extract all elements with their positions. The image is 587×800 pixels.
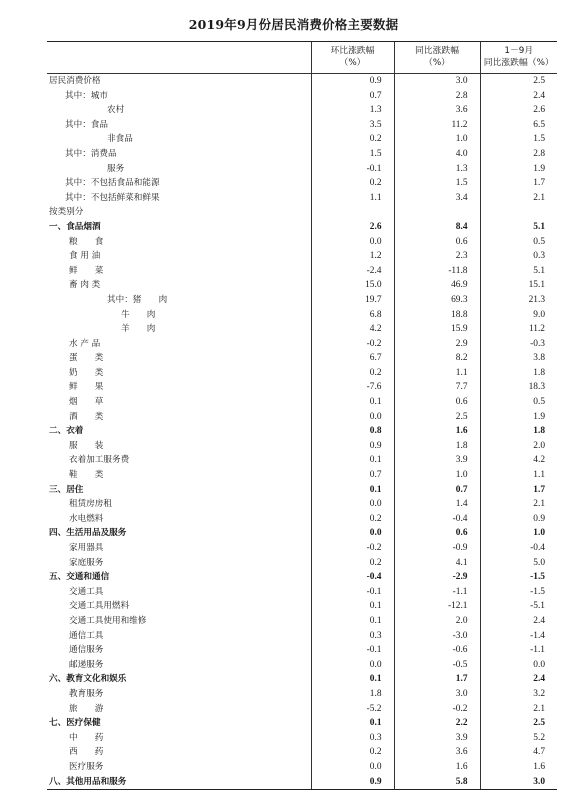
row-mom-value: 4.2 xyxy=(311,322,394,337)
row-label: 服务 xyxy=(107,163,125,174)
row-yoy-value: 18.8 xyxy=(394,308,480,323)
row-ytd-value: 2.1 xyxy=(480,191,557,206)
row-label: 牛 肉 xyxy=(121,309,156,320)
row-mom-value: 0.2 xyxy=(311,512,394,527)
row-label: 鞋 类 xyxy=(69,470,104,481)
row-ytd-value: 5.2 xyxy=(480,731,557,746)
row-ytd-value: 0.5 xyxy=(480,395,557,410)
row-mom-value: 15.0 xyxy=(311,278,394,293)
table-row xyxy=(47,439,557,454)
row-ytd-value: 5.0 xyxy=(480,556,557,571)
row-ytd-value: -1.1 xyxy=(480,643,557,658)
row-yoy-value: 8.2 xyxy=(394,351,480,366)
row-ytd-value: -1.5 xyxy=(480,570,557,585)
row-mom-value: -0.2 xyxy=(311,541,394,556)
header-ytd-yoy-change xyxy=(480,42,557,74)
row-yoy-value xyxy=(394,205,480,220)
row-yoy-value: -0.9 xyxy=(394,541,480,556)
row-label: 五、交通和通信 xyxy=(49,572,110,583)
row-label: 按类别分 xyxy=(49,207,84,218)
row-mom-value: 0.1 xyxy=(311,672,394,687)
row-label: 二、衣着 xyxy=(49,426,84,437)
row-yoy-value: 1.0 xyxy=(394,132,480,147)
row-yoy-value: 2.5 xyxy=(394,410,480,425)
row-mom-value: 0.2 xyxy=(311,556,394,571)
row-yoy-value: 4.1 xyxy=(394,556,480,571)
row-ytd-value: 21.3 xyxy=(480,293,557,308)
row-label: 三、居住 xyxy=(49,484,84,495)
row-label: 中 药 xyxy=(69,732,104,743)
row-mom-value: 1.5 xyxy=(311,147,394,162)
row-ytd-value: 5.1 xyxy=(480,264,557,279)
row-yoy-value: 5.8 xyxy=(394,775,480,790)
row-yoy-value: 0.6 xyxy=(394,235,480,250)
header-ytd-line1: 1－9月 xyxy=(504,46,534,56)
row-yoy-value: -0.2 xyxy=(394,702,480,717)
row-ytd-value: 2.5 xyxy=(480,74,557,89)
row-ytd-value: 4.2 xyxy=(480,453,557,468)
table-row xyxy=(47,585,557,600)
row-mom-value: 0.3 xyxy=(311,731,394,746)
row-yoy-value: 1.8 xyxy=(394,439,480,454)
row-yoy-value: -1.1 xyxy=(394,585,480,600)
row-yoy-value: 1.5 xyxy=(394,176,480,191)
table-row xyxy=(47,337,557,352)
row-ytd-value: 1.9 xyxy=(480,162,557,177)
row-ytd-value: -0.3 xyxy=(480,337,557,352)
row-label: 通信服务 xyxy=(69,645,104,656)
header-yoy-line1: 同比涨跌幅 xyxy=(415,46,459,56)
table-row xyxy=(47,308,557,323)
row-mom-value: 0.0 xyxy=(311,760,394,775)
row-label: 居民消费价格 xyxy=(49,76,101,86)
row-label: 烟 草 xyxy=(69,397,104,408)
row-mom-value: -0.2 xyxy=(311,337,394,352)
row-label: 其中：不包括鲜菜和鲜果 xyxy=(65,192,160,203)
table-row xyxy=(47,643,557,658)
row-label: 食 用 油 xyxy=(69,251,101,262)
row-mom-value: 0.0 xyxy=(311,235,394,250)
row-yoy-value: 1.1 xyxy=(394,366,480,381)
row-yoy-value: 3.9 xyxy=(394,453,480,468)
row-label: 医疗服务 xyxy=(69,761,104,772)
row-label: 农村 xyxy=(107,105,125,116)
row-label: 衣着加工服务费 xyxy=(69,455,130,466)
row-ytd-value: 2.4 xyxy=(480,614,557,629)
row-yoy-value: 2.9 xyxy=(394,337,480,352)
row-yoy-value: 3.0 xyxy=(394,687,480,702)
row-label: 其中：猪 肉 xyxy=(107,294,168,305)
table-row xyxy=(47,497,557,512)
row-yoy-value: 1.6 xyxy=(394,760,480,775)
row-mom-value: 0.0 xyxy=(311,658,394,673)
table-row xyxy=(47,74,557,89)
row-yoy-value: 3.0 xyxy=(394,74,480,89)
row-ytd-value: 5.1 xyxy=(480,220,557,235)
row-yoy-value: 0.6 xyxy=(394,526,480,541)
table-row xyxy=(47,264,557,279)
row-ytd-value: 1.7 xyxy=(480,483,557,498)
table-row xyxy=(47,322,557,337)
table-row xyxy=(47,278,557,293)
header-mom-line1: 环比涨跌幅 xyxy=(330,46,375,56)
row-yoy-value: 2.0 xyxy=(394,614,480,629)
row-yoy-value: 3.4 xyxy=(394,191,480,206)
table-row xyxy=(47,526,557,541)
row-ytd-value: 1.6 xyxy=(480,760,557,775)
row-yoy-value: 1.4 xyxy=(394,497,480,512)
row-mom-value: 19.7 xyxy=(311,293,394,308)
row-yoy-value: 7.7 xyxy=(394,380,480,395)
table-row xyxy=(47,687,557,702)
row-yoy-value: 1.6 xyxy=(394,424,480,439)
table-row xyxy=(47,629,557,644)
row-ytd-value: 15.1 xyxy=(480,278,557,293)
row-mom-value: 0.0 xyxy=(311,410,394,425)
row-ytd-value: 2.8 xyxy=(480,147,557,162)
cpi-data-table xyxy=(47,41,557,790)
row-mom-value: 0.9 xyxy=(311,74,394,89)
table-row xyxy=(47,103,557,118)
row-label: 交通工具 xyxy=(69,586,104,597)
row-label: 鲜 果 xyxy=(69,382,104,393)
row-yoy-value: 2.2 xyxy=(394,716,480,731)
table-row xyxy=(47,118,557,133)
row-yoy-value: 1.0 xyxy=(394,468,480,483)
row-label: 其中：不包括食品和能源 xyxy=(65,178,160,189)
row-mom-value: -5.2 xyxy=(311,702,394,717)
row-yoy-value: 1.7 xyxy=(394,672,480,687)
row-label: 七、医疗保健 xyxy=(49,718,101,729)
row-label: 奶 类 xyxy=(69,367,104,378)
table-row xyxy=(47,176,557,191)
row-mom-value: 0.2 xyxy=(311,366,394,381)
row-ytd-value: 4.7 xyxy=(480,745,557,760)
row-mom-value: 0.1 xyxy=(311,453,394,468)
row-label: 畜 肉 类 xyxy=(69,280,101,291)
row-label: 其中：食品 xyxy=(65,119,108,130)
row-mom-value: 0.2 xyxy=(311,132,394,147)
table-row xyxy=(47,410,557,425)
row-label: 服 装 xyxy=(69,440,104,451)
row-label: 西 药 xyxy=(69,747,104,758)
row-mom-value xyxy=(311,205,394,220)
row-mom-value: 0.2 xyxy=(311,745,394,760)
row-mom-value: 0.8 xyxy=(311,424,394,439)
row-label: 鲜 菜 xyxy=(69,265,104,276)
row-label: 羊 肉 xyxy=(121,324,156,335)
row-mom-value: 3.5 xyxy=(311,118,394,133)
row-yoy-value: 3.6 xyxy=(394,103,480,118)
row-mom-value: 6.7 xyxy=(311,351,394,366)
row-yoy-value: 3.6 xyxy=(394,745,480,760)
row-yoy-value: 11.2 xyxy=(394,118,480,133)
row-yoy-value: -12.1 xyxy=(394,599,480,614)
row-yoy-value: 3.9 xyxy=(394,731,480,746)
row-mom-value: 0.9 xyxy=(311,439,394,454)
row-label: 教育服务 xyxy=(69,688,104,699)
table-row xyxy=(47,235,557,250)
table-row xyxy=(47,745,557,760)
row-label: 租赁房房租 xyxy=(69,499,112,510)
row-ytd-value: 0.9 xyxy=(480,512,557,527)
row-ytd-value: 2.0 xyxy=(480,439,557,454)
row-mom-value: 1.2 xyxy=(311,249,394,264)
row-yoy-value: 1.3 xyxy=(394,162,480,177)
row-yoy-value: -2.9 xyxy=(394,570,480,585)
row-ytd-value: -1.4 xyxy=(480,629,557,644)
table-row xyxy=(47,512,557,527)
table-row xyxy=(47,132,557,147)
row-ytd-value: 1.0 xyxy=(480,526,557,541)
row-mom-value: 0.7 xyxy=(311,468,394,483)
row-ytd-value: 3.0 xyxy=(480,775,557,790)
row-label: 一、食品烟酒 xyxy=(49,221,101,232)
row-yoy-value: -11.8 xyxy=(394,264,480,279)
table-row xyxy=(47,702,557,717)
table-row xyxy=(47,293,557,308)
row-yoy-value: 69.3 xyxy=(394,293,480,308)
table-body xyxy=(47,74,557,790)
row-ytd-value: 1.8 xyxy=(480,424,557,439)
table-row xyxy=(47,89,557,104)
row-label: 其中：消费品 xyxy=(65,148,117,159)
row-ytd-value: 0.0 xyxy=(480,658,557,673)
table-row xyxy=(47,191,557,206)
row-mom-value: 0.0 xyxy=(311,497,394,512)
row-mom-value: 6.8 xyxy=(311,308,394,323)
table-row xyxy=(47,162,557,177)
header-category xyxy=(47,42,311,74)
row-ytd-value: 2.4 xyxy=(480,672,557,687)
table-row xyxy=(47,599,557,614)
header-mom-line2: （%） xyxy=(339,58,366,68)
row-ytd-value: 2.5 xyxy=(480,716,557,731)
table-row xyxy=(47,483,557,498)
row-ytd-value: 1.8 xyxy=(480,366,557,381)
table-row xyxy=(47,468,557,483)
row-mom-value: 2.6 xyxy=(311,220,394,235)
row-ytd-value: 11.2 xyxy=(480,322,557,337)
table-row xyxy=(47,147,557,162)
row-label: 旅 游 xyxy=(69,703,104,714)
row-ytd-value: 1.5 xyxy=(480,132,557,147)
table-row xyxy=(47,380,557,395)
header-mom-change xyxy=(311,42,394,74)
table-row xyxy=(47,424,557,439)
row-yoy-value: -3.0 xyxy=(394,629,480,644)
row-ytd-value: 1.7 xyxy=(480,176,557,191)
row-ytd-value: 3.8 xyxy=(480,351,557,366)
row-yoy-value: 0.6 xyxy=(394,395,480,410)
row-yoy-value: 46.9 xyxy=(394,278,480,293)
table-row xyxy=(47,614,557,629)
row-label: 八、其他用品和服务 xyxy=(47,775,311,790)
table-row xyxy=(47,775,557,790)
row-label: 交通工具用燃料 xyxy=(69,601,130,612)
header-yoy-change xyxy=(394,42,480,74)
row-label: 家用器具 xyxy=(69,543,104,553)
table-row xyxy=(47,205,557,220)
row-ytd-value: 0.3 xyxy=(480,249,557,264)
table-row xyxy=(47,731,557,746)
row-mom-value: 0.1 xyxy=(311,599,394,614)
row-yoy-value: -0.4 xyxy=(394,512,480,527)
row-yoy-value: -0.6 xyxy=(394,643,480,658)
row-mom-value: -0.1 xyxy=(311,643,394,658)
row-mom-value: 1.8 xyxy=(311,687,394,702)
row-label: 非食品 xyxy=(107,134,133,145)
row-label: 酒 类 xyxy=(69,411,104,422)
table-row xyxy=(47,556,557,571)
row-label: 家庭服务 xyxy=(69,557,104,568)
table-row xyxy=(47,453,557,468)
header-row xyxy=(47,42,557,74)
table-title: 2019年9月份居民消费价格主要数据 xyxy=(188,17,399,32)
row-ytd-value: 2.1 xyxy=(480,702,557,717)
row-yoy-value: -0.5 xyxy=(394,658,480,673)
row-mom-value: 0.1 xyxy=(311,716,394,731)
row-ytd-value: 2.1 xyxy=(480,497,557,512)
row-label: 六、教育文化和娱乐 xyxy=(49,674,127,685)
row-ytd-value: 3.2 xyxy=(480,687,557,702)
table-row xyxy=(47,220,557,235)
table-row xyxy=(47,672,557,687)
row-label: 四、生活用品及服务 xyxy=(49,528,127,539)
row-label: 通信工具 xyxy=(69,630,104,641)
table-row xyxy=(47,658,557,673)
row-mom-value: 0.0 xyxy=(311,526,394,541)
table-row xyxy=(47,570,557,585)
table-row xyxy=(47,541,557,556)
row-label: 其中：城市 xyxy=(65,90,108,101)
row-ytd-value: -0.4 xyxy=(480,541,557,556)
row-yoy-value: 2.3 xyxy=(394,249,480,264)
row-label: 水电燃料 xyxy=(69,513,104,524)
row-yoy-value: 4.0 xyxy=(394,147,480,162)
row-mom-value: 0.2 xyxy=(311,176,394,191)
row-ytd-value: 18.3 xyxy=(480,380,557,395)
row-label: 水 产 品 xyxy=(69,338,101,349)
row-mom-value: 0.1 xyxy=(311,614,394,629)
row-mom-value: 1.1 xyxy=(311,191,394,206)
row-yoy-value: 2.8 xyxy=(394,89,480,104)
row-yoy-value: 8.4 xyxy=(394,220,480,235)
row-mom-value: 0.3 xyxy=(311,629,394,644)
header-yoy-line2: （%） xyxy=(424,58,450,68)
row-ytd-value: 6.5 xyxy=(480,118,557,133)
row-label: 蛋 类 xyxy=(69,353,104,364)
row-ytd-value xyxy=(480,205,557,220)
row-mom-value: -0.1 xyxy=(311,162,394,177)
row-ytd-value: 1.1 xyxy=(480,468,557,483)
row-yoy-value: 0.7 xyxy=(394,483,480,498)
table-row xyxy=(47,716,557,731)
row-ytd-value: 1.9 xyxy=(480,410,557,425)
table-row xyxy=(47,760,557,775)
row-mom-value: -7.6 xyxy=(311,380,394,395)
row-ytd-value: -1.5 xyxy=(480,585,557,600)
row-mom-value: 0.1 xyxy=(311,395,394,410)
row-ytd-value: 2.4 xyxy=(480,89,557,104)
row-label: 邮递服务 xyxy=(69,659,104,670)
row-mom-value: 0.1 xyxy=(311,483,394,498)
row-mom-value: -0.4 xyxy=(311,570,394,585)
table-row xyxy=(47,351,557,366)
row-ytd-value: 2.6 xyxy=(480,103,557,118)
row-mom-value: 1.3 xyxy=(311,103,394,118)
table-row xyxy=(47,249,557,264)
row-ytd-value: -5.1 xyxy=(480,599,557,614)
row-yoy-value: 15.9 xyxy=(394,322,480,337)
row-label: 交通工具使用和维修 xyxy=(69,615,147,626)
header-ytd-line2: 同比涨跌幅（%） xyxy=(483,58,554,68)
row-ytd-value: 9.0 xyxy=(480,308,557,323)
row-ytd-value: 0.5 xyxy=(480,235,557,250)
table-row xyxy=(47,395,557,410)
row-mom-value: 0.9 xyxy=(311,775,394,790)
row-mom-value: -0.1 xyxy=(311,585,394,600)
row-label: 粮 食 xyxy=(69,236,104,247)
table-row xyxy=(47,366,557,381)
row-mom-value: -2.4 xyxy=(311,264,394,279)
row-mom-value: 0.7 xyxy=(311,89,394,104)
